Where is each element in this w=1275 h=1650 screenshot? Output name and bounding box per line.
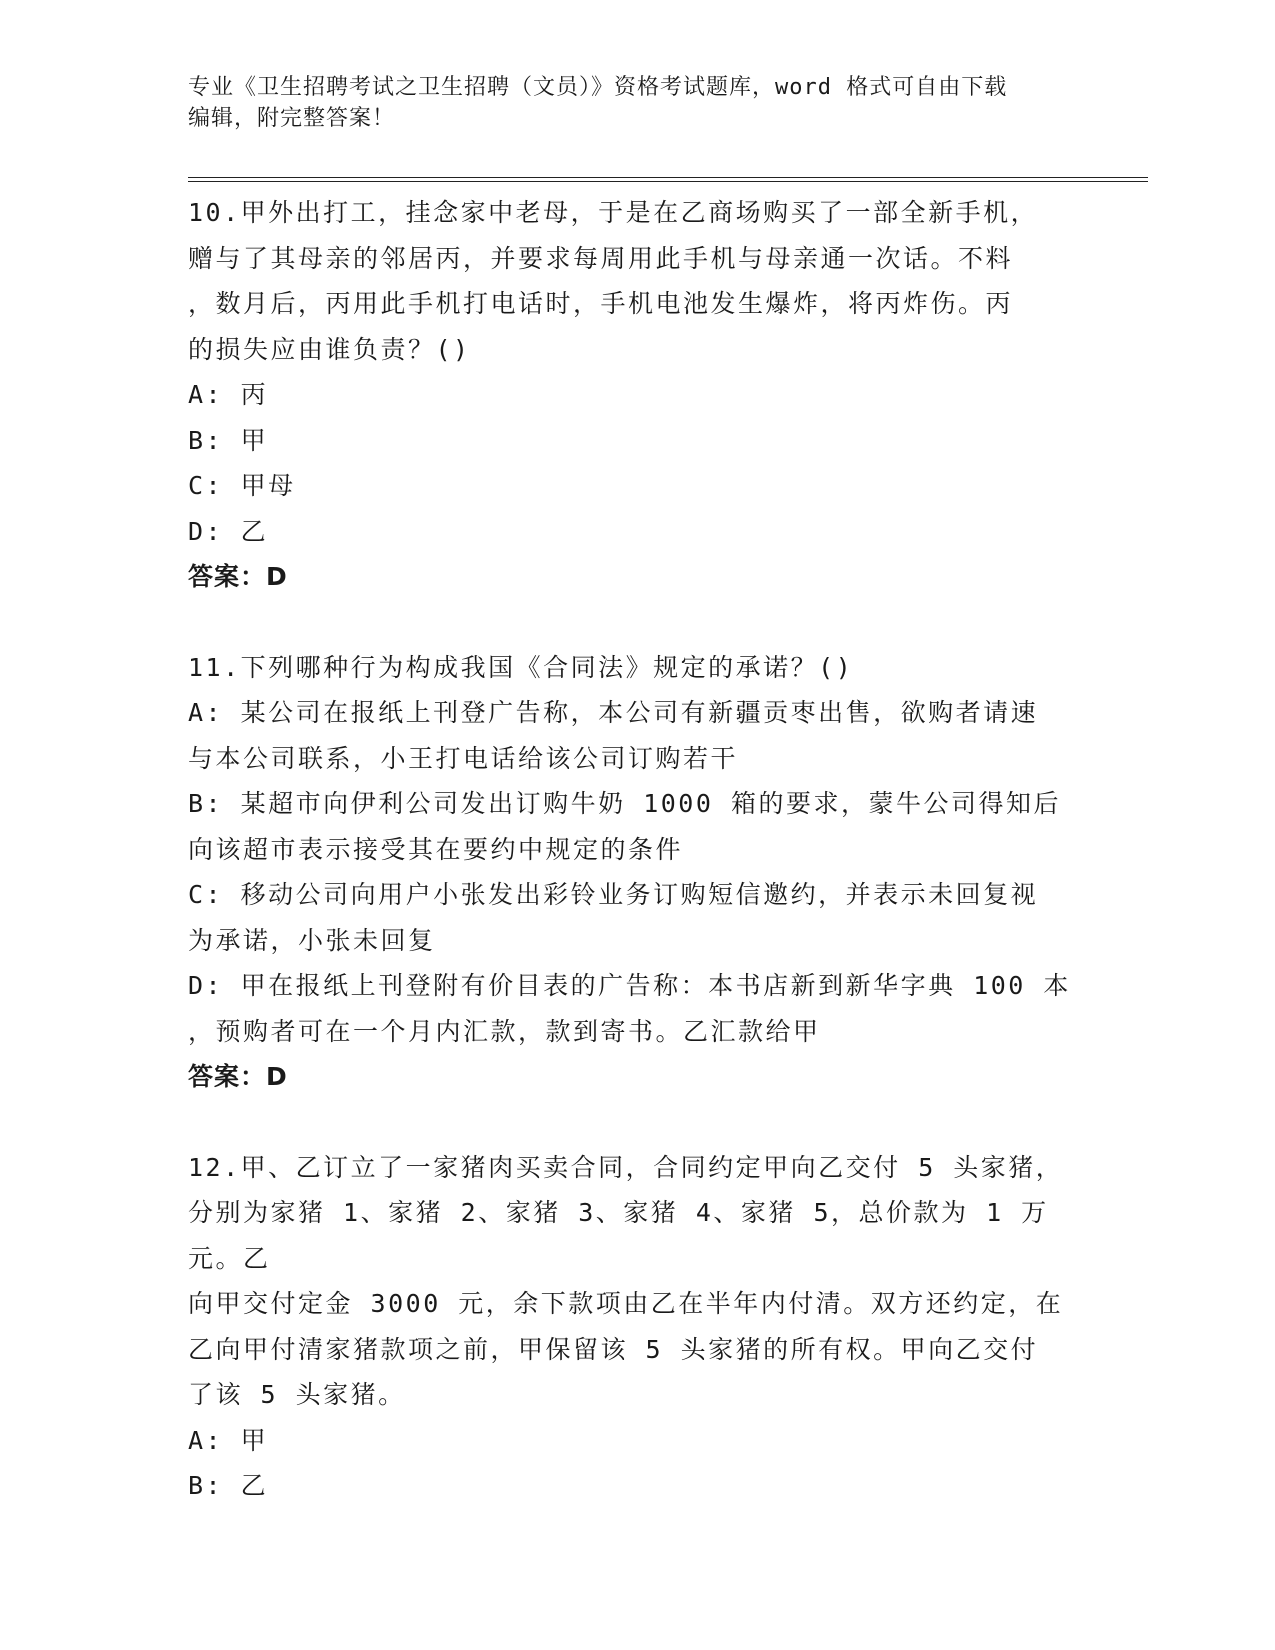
spacer — [188, 1100, 1088, 1145]
answer-line: 答案：D — [188, 562, 288, 591]
question-stem-line: 分别为家猪 1、家猪 2、家猪 3、家猪 4、家猪 5，总价款为 1 万元。乙 — [188, 1198, 1049, 1273]
header-rule-bottom — [188, 181, 1148, 182]
document-header — [188, 72, 1068, 134]
question-stem-line: 乙向甲付清家猪款项之前，甲保留该 5 头家猪的所有权。甲向乙交付 — [188, 1334, 1039, 1364]
option-a: A: 某公司在报纸上刊登广告称，本公司有新疆贡枣出售，欲购者请速 — [188, 698, 1039, 727]
header-line-1: 专业《卫生招聘考试之卫生招聘（文员）》资格考试题库，word 格式可自由下载 — [188, 75, 1008, 100]
option-b-cont: 向该超市表示接受其在要约中规定的条件 — [188, 834, 684, 864]
header-line-2: 编辑，附完整答案！ — [188, 106, 396, 131]
option-a: A: 甲 — [188, 1425, 269, 1455]
answer-line: 答案：D — [188, 1062, 288, 1091]
option-c: C: 移动公司向用户小张发出彩铃业务订购短信邀约，并表示未回复视 — [188, 880, 1039, 909]
option-c: C: 甲母 — [188, 471, 296, 500]
option-d-cont: ，预购者可在一个月内汇款，款到寄书。乙汇款给甲 — [188, 1016, 821, 1046]
spacer — [188, 600, 1088, 645]
question-stem-line: 向甲交付定金 3000 元，余下款项由乙在半年内付清。双方还约定，在 — [188, 1289, 1064, 1318]
question-12 — [188, 1145, 1088, 1509]
question-stem-line: 12.甲、乙订立了一家猪肉买卖合同，合同约定甲向乙交付 5 头家猪， — [188, 1152, 1064, 1182]
option-c-cont: 为承诺，小张未回复 — [188, 925, 436, 955]
question-stem-line: 的损失应由谁负责？() — [188, 334, 471, 364]
option-d: D: 乙 — [188, 516, 269, 546]
option-b: B: 甲 — [188, 425, 269, 455]
question-stem-line: 10.甲外出打工，挂念家中老母，于是在乙商场购买了一部全新手机， — [188, 198, 1039, 227]
option-b: B: 某超市向伊利公司发出订购牛奶 1000 箱的要求，蒙牛公司得知后 — [188, 789, 1061, 818]
option-d: D: 甲在报纸上刊登附有价目表的广告称：本书店新到新华字典 100 本 — [188, 971, 1071, 1000]
option-b: B: 乙 — [188, 1471, 269, 1500]
option-a-cont: 与本公司联系，小王打电话给该公司订购若干 — [188, 743, 739, 773]
question-11 — [188, 645, 1088, 1100]
header-rule-top — [188, 177, 1148, 178]
option-a: A: 丙 — [188, 380, 269, 409]
question-stem-line: 了该 5 头家猪。 — [188, 1380, 406, 1409]
question-list — [188, 190, 1088, 1509]
question-stem-line: ，数月后，丙用此手机打电话时，手机电池发生爆炸，将丙炸伤。丙 — [188, 289, 1014, 318]
question-10 — [188, 190, 1088, 600]
question-stem-line: 11.下列哪种行为构成我国《合同法》规定的承诺？() — [188, 652, 854, 682]
question-stem-line: 赠与了其母亲的邻居丙，并要求每周用此手机与母亲通一次话。不料 — [188, 243, 1014, 273]
